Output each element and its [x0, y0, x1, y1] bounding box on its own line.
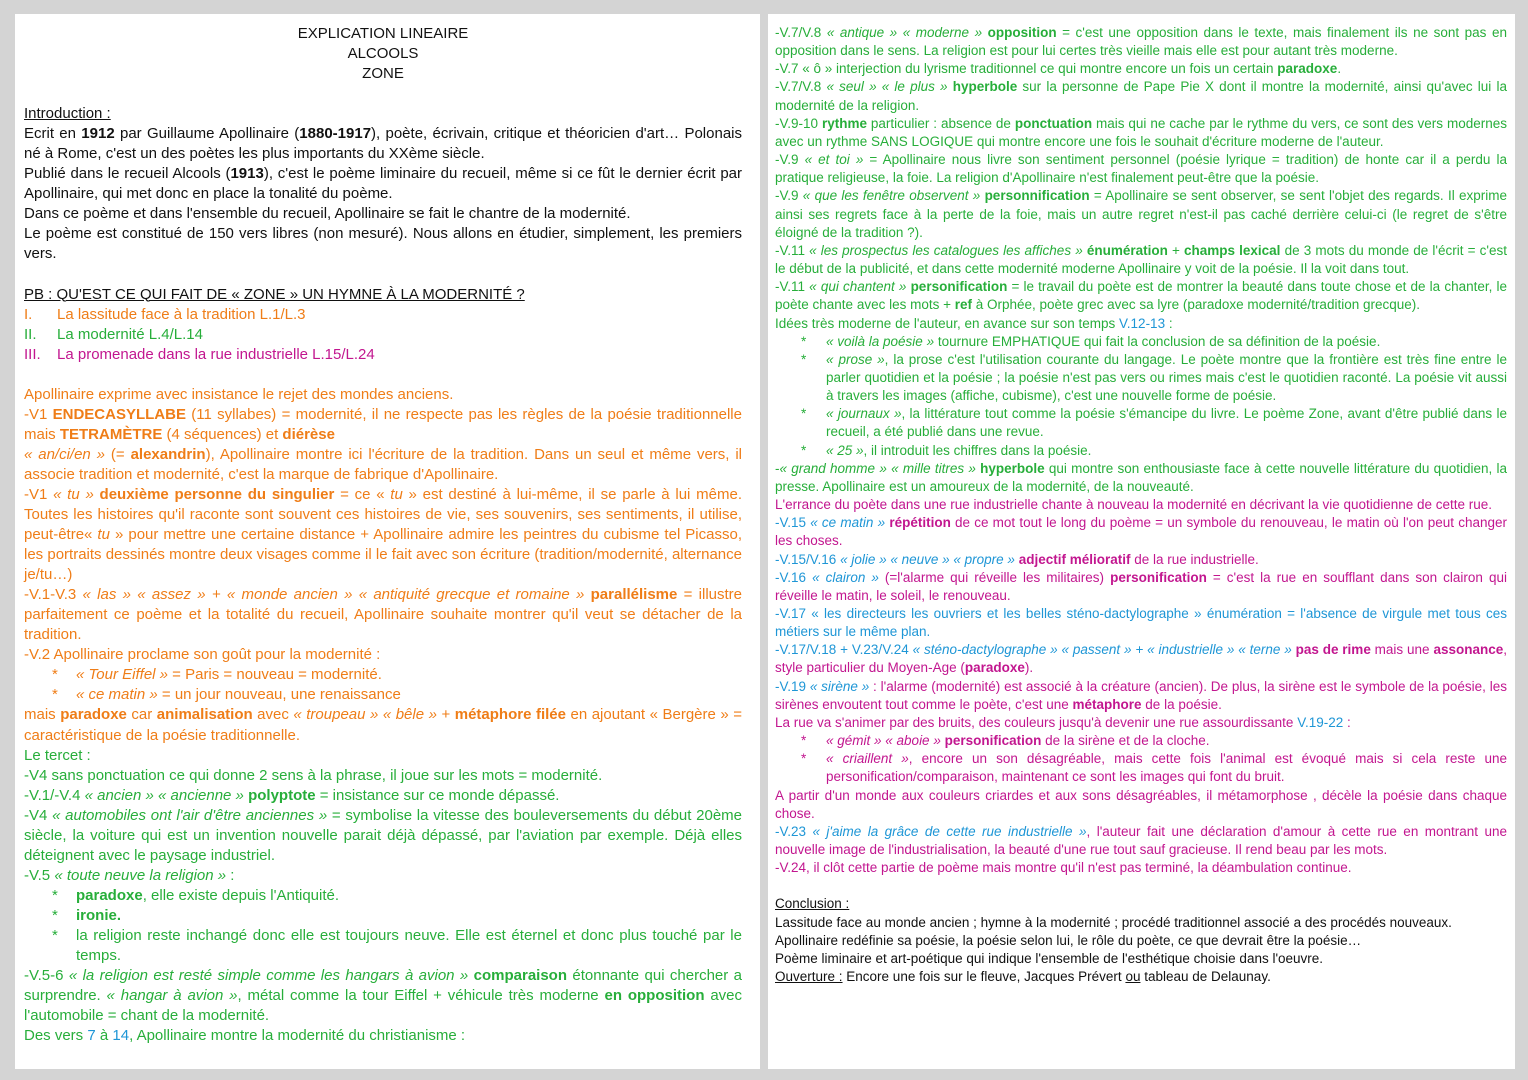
bullet-icon: * [801, 751, 807, 767]
orange-line-3: « an/ci/en » (= alexandrin), Apollinaire montre ici l'écriture de la tradition. Dans un seul et même vers, il associe tradition et modernité, c'est la marque de fabrique d'Apollinaire. [24, 445, 743, 483]
conclusion-line-2: Apollinaire redéfinie sa poésie, la poésie selon lui, le rôle du poète, ce que devrait être la poésie… [775, 932, 1362, 948]
ouverture-line: Ouverture : Encore une fois sur le fleuve, Jacques Prévert ou tableau de Delaunay. [775, 968, 1271, 984]
bullet-icon: * [52, 686, 58, 704]
magenta-line-10: -V.23 « j'aime la grâce de cette rue industrielle », l'auteur fait une déclaration d'amour à cette rue en montrant une nouvelle image de l'industrialisation, la beauté d'une rue tout sauf gracieuse. Il rend beau par les mots. [775, 823, 1508, 858]
orange-line-1: Apollinaire exprime avec insistance le rejet des mondes anciens. [24, 385, 454, 403]
doc-title-line-1: EXPLICATION LINEAIRE [297, 25, 469, 42]
right-green-bullet-2: * « prose », la prose c'est l'utilisation courante du langage. Le poète montre que la frontière est très fine entre le parler quotidien et la poésie ; la poésie n'est pas vers ou rimes mais c'est le quotidien raconté. La poésie vit aussi à travers les images (affiche, cubisme), c'est une nouvelle forme de poésie. [801, 351, 1507, 404]
magenta-line-3: -V.15/V.16 « jolie » « neuve » « propre » adjectif mélioratif de la rue industrielle. [775, 551, 1259, 567]
magenta-bullet-2: * « criaillent », encore un son désagréable, mais cette fois l'animal est évoqué mais si cela reste une personification/comparaison, maintenant ce sont les images qui font du bruit. [801, 751, 1507, 785]
green-line-6: Des vers 7 à 14, Apollinaire montre la modernité du christianisme : [24, 1027, 466, 1045]
orange-line-6: -V.2 Apollinaire proclame son goût pour la modernité : [24, 646, 381, 664]
right-green-7: -V.11 « les prospectus les catalogues les affiches » énumération + champs lexical de 3 mots du monde de l'écrit = c'est le début de la publicité, et dans cette modernité moderne Apollinaire y voit de la poésie. Il la voit dans tout. [775, 242, 1507, 277]
magenta-bullet-1: * « gémit » « aboie » personification de la sirène et de la cloche. [775, 732, 1507, 750]
right-green-6: -V.9 « que les fenêtre observent » personnification = Apollinaire se sent observer, se sent l'objet des regards. Il exprime ainsi ses regrets face à la perte de la foie, mais un autre regret n'est-il pas caché derrière celui-ci (le regret de s'être éloigné de la tradition ?). [775, 188, 1507, 240]
orange-line-7: mais paradoxe car animalisation avec « troupeau » « bêle » + métaphore filée en ajoutant « Bergère » = caractéristique de la poésie traditionnelle. [24, 706, 742, 744]
section-2-green-continued [775, 24, 1507, 496]
orange-line-4: -V1 « tu » deuxième personne du singulier = ce « tu » est destiné à lui-même, il se parle à lui même. Toutes les histoires qu'il raconte sont souvent ces histoires de vie, ses souvenirs, ses sentiments, il utilise, peut-être« tu » pour mettre une certaine distance + Apollinaire admire les peintres du cubisme tel Picasso, les portraits dessinés montre deux visages comme il le fait avec son écriture (tradition/modernité, alternance je/tu…) [24, 485, 742, 584]
conclusion-line-1: Lassitude face au monde ancien ; hymne à la modernité ; procédé traditionnel associé a des procédés nouveaux. [775, 914, 1452, 930]
bullet-icon: * [52, 666, 58, 684]
bullet-icon: * [52, 926, 58, 944]
conclusion-section [775, 895, 1507, 986]
right-green-10: -« grand homme » « mille titres » hyperbole qui montre son enthousiaste face à cette nouvelle littérature du quotidien, la presse. Apollinaire est un amoureux de la modernité, de la nouveauté. [775, 460, 1507, 494]
right-green-bullet-3: * « journaux », la littérature tout comme la poésie s'émancipe du livre. Le poème Zone, avant d'être publié dans le recueil, a été publié dans une revue. [801, 406, 1507, 440]
magenta-line-2: -V.15 « ce matin » répétition de ce mot tout le long du poème = un symbole du renouveau, le matin où l'on peut changer les choses. [775, 515, 1508, 549]
plan-item-3: III. La promenade dans la rue industrielle L.15/L.24 [24, 345, 375, 363]
magenta-line-11: -V.24, il clôt cette partie de poème mais montre qu'il n'est pas terminé, la déambulation continue. [775, 860, 1352, 876]
problematique: PB : QU'EST CE QUI FAIT DE « ZONE » UN HYMNE À LA MODERNITÉ ? [24, 285, 525, 303]
magenta-line-8: La rue va s'animer par des bruits, des couleurs jusqu'à devenir une rue assourdissante V.19-22 : [775, 714, 1351, 730]
magenta-line-4: -V.16 « clairon » (=l'alarme qui réveille les militaires) personification = c'est la rue en soufflant dans son clairon qui réveille le matin, le soleil, le renouveau. [775, 569, 1507, 603]
orange-line-5: -V.1-V.3 « las » « assez » + « monde ancien » « antiquité grecque et romaine » parallélisme = illustre parfaitement ce poème et la totalité du recueil, Apollinaire souhaite montrer qu'il veut se détacher de la tradition. [24, 586, 742, 644]
bullet-icon: * [801, 406, 807, 422]
doc-title-line-2: ALCOOLS [347, 45, 419, 63]
right-green-5: -V.9 « et toi » = Apollinaire nous livre son sentiment personnel (poésie lyrique = tradition) de honte car il a perdu la pratique religieuse, la foie. La religion d'Apollinaire n'est finalement peut-être que la poésie. [775, 152, 1507, 186]
green-bullet-1: * paradoxe, elle existe depuis l'Antiquité. [24, 886, 742, 906]
left-page [15, 14, 760, 1069]
intro-heading: Introduction : [24, 105, 111, 123]
intro-paragraph-3: Dans ce poème et dans l'ensemble du recueil, Apollinaire se fait le chantre de la modernité. [24, 205, 631, 223]
magenta-line-1: L'errance du poète dans une rue industrielle chante à nouveau la modernité en décrivant la vie quotidienne de cette rue. [775, 497, 1493, 513]
green-bullet-3: * la religion reste inchangé donc elle est toujours neuve. Elle est éternel et donc plus touché par le temps. [52, 926, 742, 965]
plan-item-1: I. La lassitude face à la tradition L.1/L.3 [24, 305, 306, 323]
orange-bullet-2: * « ce matin » = un jour nouveau, une renaissance [24, 685, 742, 705]
bullet-icon: * [801, 351, 807, 367]
green-line-4: -V.5 « toute neuve la religion » : [24, 866, 235, 884]
right-green-bullet-1: * « voilà la poésie » tournure EMPHATIQUE qui fait la conclusion de sa définition de la poésie. [775, 333, 1507, 351]
intro-paragraph-1: Ecrit en 1912 par Guillaume Apollinaire (1880-1917), poète, écrivain, critique et théoricien d'art… Polonais né à Rome, c'est un des poètes les plus importants du XXème siècle. [24, 125, 743, 163]
right-green-9: Idées très moderne de l'auteur, en avance sur son temps V.12-13 : [775, 315, 1173, 331]
section-3-magenta [775, 496, 1507, 877]
bullet-icon: * [801, 733, 807, 749]
green-bullet-2: * ironie. [24, 906, 742, 926]
intro-paragraph-2: Publié dans le recueil Alcools (1913), c'est le poème liminaire du recueil, même si ce fût le dernier écrit par Apollinaire, qui met donc en place la tonalité du poème. [24, 165, 742, 203]
section-1-orange [24, 385, 742, 746]
orange-line-2: -V1 ENDECASYLLABE (11 syllabes) = modernité, il ne respecte pas les règles de la poésie traditionnelle mais TETRAMÈTRE (4 séquences) et diérèse [24, 405, 742, 443]
green-line-5: -V.5-6 « la religion est resté simple comme les hangars à avion » comparaison étonnante qui chercher a surprendre. « hangar à avion », métal comme la tour Eiffel + véhicule très moderne en opposition avec l'automobile = chant de la modernité. [24, 967, 743, 1025]
section-2-green [24, 746, 742, 1047]
magenta-line-9: A partir d'un monde aux couleurs criardes et aux sons désagréables, il métamorphose , décèle la poésie dans chaque chose. [775, 787, 1507, 821]
green-line-1: -V4 sans ponctuation ce qui donne 2 sens à la phrase, il joue sur les mots = modernité. [24, 766, 603, 784]
tercet-heading: Le tercet : [24, 746, 91, 764]
bullet-icon: * [801, 333, 807, 349]
green-line-3: -V4 « automobiles ont l'air d'être anciennes » = symbolise la vitesse des bouleversements du début 20ème siècle, la voiture qui est un invention nouvelle parait déjà dépassé, par l'aviation par exemple. Déjà elles déteignent avec le paysage industriel. [24, 806, 743, 864]
right-green-1: -V.7/V.8 « antique » « moderne » opposition = c'est une opposition dans le texte, mais finalement ils ne sont pas en opposition dans le sens. La religion est pour lui certes très vieille mais elle est pour autant très moderne. [775, 25, 1507, 59]
right-green-3: -V.7/V.8 « seul » « le plus » hyperbole sur la personne de Pape Pie X dont il montre la modernité, ainsi qu'avec lui la modernité de la religion. [775, 79, 1507, 113]
orange-bullet-1: * « Tour Eiffel » = Paris = nouveau = modernité. [24, 665, 742, 685]
plan-item-2: II. La modernité L.4/L.14 [24, 325, 203, 343]
bullet-icon: * [52, 906, 58, 924]
conclusion-line-3: Poème liminaire et art-poétique qui indique l'ensemble de l'esthétique choisie dans l'oeuvre. [775, 950, 1324, 966]
intro-paragraph-4: Le poème est constitué de 150 vers libres (non mesuré). Nous allons en étudier, simplement, les premiers vers. [24, 225, 742, 263]
doc-title-line-3: ZONE [362, 65, 404, 83]
right-green-8: -V.11 « qui chantent » personification = le travail du poète est de montrer la beauté dans toute chose et de la chanter, le poète chante avec les mots + ref à Orphée, poète grec avec sa lyre (paradoxe modernité/tradition grecque). [775, 279, 1507, 313]
bullet-icon: * [52, 886, 58, 904]
conclusion-heading: Conclusion : [775, 896, 850, 912]
magenta-line-5: -V.17 « les directeurs les ouvriers et les belles sténo-dactylographe » énumération = l'absence de virgule met tous ces métiers sur le même plan. [775, 606, 1507, 640]
magenta-line-6: -V.17/V.18 + V.23/V.24 « sténo-dactylographe » « passent » + « industrielle » « terne » pas de rime mais une assonance, style particulier du Moyen-Age (paradoxe). [775, 642, 1507, 676]
magenta-line-7: -V.19 « sirène » : l'alarme (modernité) est associé à la créature (ancien). De plus, la sirène est le symbole de la poésie, les sirènes envoutent tout comme le poète, c'est une métaphore de la poésie. [775, 678, 1508, 712]
right-green-2: -V.7 « ô » interjection du lyrisme traditionnel ce qui montre encore un fois un certain paradoxe. [775, 61, 1342, 77]
bullet-icon: * [801, 442, 807, 458]
right-green-bullet-4: * « 25 », il introduit les chiffres dans la poésie. [775, 442, 1507, 460]
right-green-4: -V.9-10 rythme particulier : absence de ponctuation mais qui ne cache par le rythme du vers, ce sont des vers modernes avec un rythme SANS LOGIQUE qui montre encore une fois le souhait d'écriture moderne de l'auteur. [775, 115, 1507, 149]
right-page [768, 14, 1515, 1069]
green-line-2: -V.1/-V.4 « ancien » « ancienne » polyptote = insistance sur ce monde dépassé. [24, 786, 560, 804]
